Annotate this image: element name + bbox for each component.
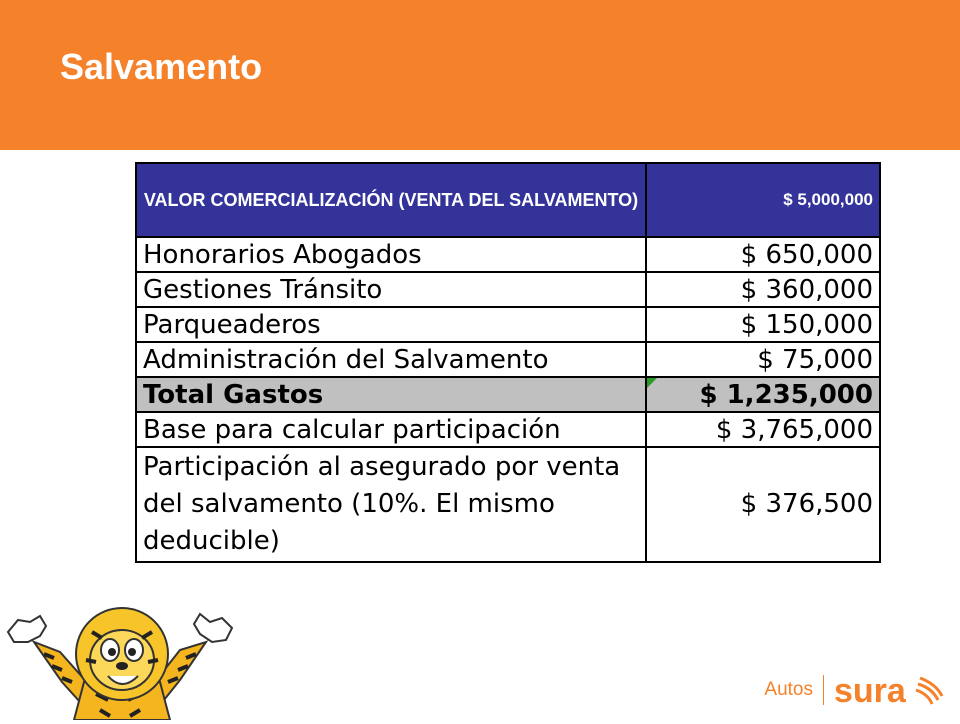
table-row [136, 412, 880, 447]
row-label: Base para calcular participación [136, 412, 646, 447]
row-label: Administración del Salvamento [136, 342, 646, 377]
tiger-mascot-image [0, 602, 240, 720]
cell-comment-indicator [647, 378, 657, 388]
row-value: $ 650,000 [646, 237, 880, 272]
row-value: $ 3,765,000 [646, 412, 880, 447]
row-label: Gestiones Tránsito [136, 272, 646, 307]
total-label: Total Gastos [136, 377, 646, 412]
total-row [136, 377, 880, 412]
table-row [136, 237, 880, 272]
header-bar [0, 0, 960, 150]
total-value: $ 1,235,000 [699, 379, 873, 410]
brand-footer [764, 668, 946, 712]
slide-title: Salvamento [60, 46, 263, 87]
row-value: $ 360,000 [646, 272, 880, 307]
row-label: Honorarios Abogados [136, 237, 646, 272]
row-label: Participación al asegurado por venta del salvamento (10%. El mismo deducible) [136, 447, 646, 562]
salvage-table [135, 162, 881, 563]
table-header-row [136, 163, 880, 237]
row-value: $ 75,000 [646, 342, 880, 377]
total-value-cell [646, 377, 880, 412]
row-value: $ 150,000 [646, 307, 880, 342]
table-row [136, 307, 880, 342]
table-row [136, 342, 880, 377]
row-value: $ 376,500 [646, 447, 880, 562]
row-label: Parqueaderos [136, 307, 646, 342]
brand-product-label: Autos [764, 679, 813, 700]
table-row [136, 447, 880, 562]
sura-logo [834, 670, 946, 710]
brand-divider [823, 675, 824, 705]
table-row [136, 272, 880, 307]
header-value: $ 5,000,000 [646, 163, 880, 237]
sura-logo-text: sura [834, 672, 906, 710]
header-label: VALOR COMERCIALIZACIÓN (VENTA DEL SALVAMENTO) [136, 163, 646, 237]
